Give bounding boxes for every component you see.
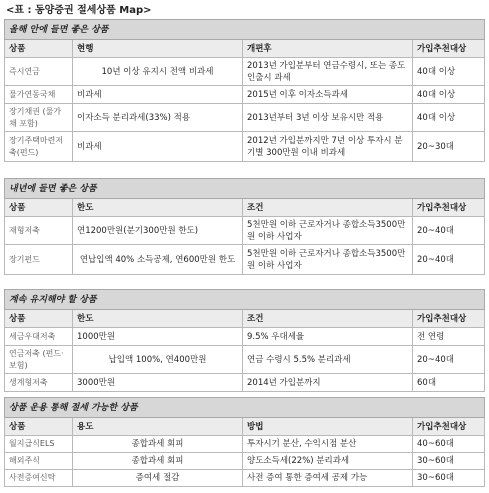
- section-heading: 상품 운용 통해 절세 가능한 상품: [5, 398, 485, 418]
- column-header: 현행: [73, 40, 243, 58]
- condition-cell: 5천만원 이하 근로자거나 종합소득3500만원 이하 사업자: [243, 245, 413, 275]
- section-heading: 계속 유지해야 할 상품: [5, 290, 485, 310]
- target-cell: 전 연령: [413, 328, 485, 346]
- table-header-row: [5, 418, 485, 436]
- table-row: [5, 436, 485, 453]
- column-header: 한도: [73, 310, 243, 328]
- target-cell: 40~60대: [413, 436, 485, 453]
- target-cell: 20~40대: [413, 245, 485, 275]
- column-header: 상품: [5, 418, 73, 436]
- product-cell: 월지급식ELS: [5, 436, 73, 453]
- table-row: [5, 453, 485, 470]
- target-cell: 20~40대: [413, 217, 485, 245]
- product-cell: 세금우대저축: [5, 328, 73, 346]
- table-row: [5, 58, 485, 86]
- table-header-row: [5, 310, 485, 328]
- section-table-1: [4, 19, 485, 162]
- condition-cell: 5천만원 이하 근로자거나 종합소득3500만원 이하 사업자: [243, 217, 413, 245]
- purpose-cell: 증여세 절감: [73, 470, 243, 487]
- column-header: 용도: [73, 418, 243, 436]
- target-cell: 20~40대: [413, 346, 485, 374]
- method-cell: 투자시기 분산, 수익시점 분산: [243, 436, 413, 453]
- limit-cell: 납입액 100%, 연400만원: [73, 346, 243, 374]
- target-cell: 30~60대: [413, 470, 485, 487]
- product-cell: 장기펀드: [5, 245, 73, 275]
- table-row: [5, 470, 485, 487]
- method-cell: 양도소득세(22%) 분리과세: [243, 453, 413, 470]
- section-table-3: [4, 289, 485, 392]
- current-cell: 비과세: [73, 86, 243, 104]
- table-row: [5, 328, 485, 346]
- target-cell: 40대 이상: [413, 86, 485, 104]
- product-cell: 해외주식: [5, 453, 73, 470]
- section-table-4: [4, 397, 485, 487]
- product-cell: 물가연동국채: [5, 86, 73, 104]
- column-header: 개편후: [243, 40, 413, 58]
- table-row: [5, 245, 485, 275]
- current-cell: 비과세: [73, 132, 243, 162]
- product-cell: 장기채권 (물가채 포함): [5, 104, 73, 132]
- product-cell: 즉시연금: [5, 58, 73, 86]
- table-row: [5, 374, 485, 392]
- table-header-row: [5, 199, 485, 217]
- product-cell: 사전증여신탁: [5, 470, 73, 487]
- limit-cell: 연1200만원(분기300만원 한도): [73, 217, 243, 245]
- product-cell: 장기주택마련저축(펀드): [5, 132, 73, 162]
- table-row: [5, 132, 485, 162]
- product-cell: 생계형저축: [5, 374, 73, 392]
- target-cell: 30~60대: [413, 453, 485, 470]
- target-cell: 40대 이상: [413, 104, 485, 132]
- column-header: 가입추천대상: [413, 199, 485, 217]
- current-cell: 이자소득 분리과세(33%) 적용: [73, 104, 243, 132]
- column-header: 조건: [243, 310, 413, 328]
- column-header: 상품: [5, 310, 73, 328]
- product-cell: 연금저축 (펀드·보험): [5, 346, 73, 374]
- condition-cell: 2014년 가입분까지: [243, 374, 413, 392]
- method-cell: 사전 증여 통한 증여세 공제 가능: [243, 470, 413, 487]
- column-header: 상품: [5, 199, 73, 217]
- table-row: [5, 104, 485, 132]
- condition-cell: 연금 수령시 5.5% 분리과세: [243, 346, 413, 374]
- product-cell: 재형저축: [5, 217, 73, 245]
- reform-cell: 2013년 가입분부터 연금수령시, 또는 종도인출시 과세: [243, 58, 413, 86]
- current-cell: 10년 이상 유지시 전액 비과세: [73, 58, 243, 86]
- target-cell: 20~30대: [413, 132, 485, 162]
- column-header: 상품: [5, 40, 73, 58]
- limit-cell: 1000만원: [73, 328, 243, 346]
- table-row: [5, 86, 485, 104]
- section-table-2: [4, 178, 485, 275]
- table-title: <표 : 동양증권 절세상품 Map>: [6, 5, 152, 16]
- column-header: 가입추천대상: [413, 40, 485, 58]
- column-header: 조건: [243, 199, 413, 217]
- purpose-cell: 종합과세 회피: [73, 453, 243, 470]
- table-row: [5, 217, 485, 245]
- column-header: 방법: [243, 418, 413, 436]
- purpose-cell: 종합과세 회피: [73, 436, 243, 453]
- condition-cell: 9.5% 우대세율: [243, 328, 413, 346]
- reform-cell: 2012년 가입분까지만 7년 이상 투자시 분기별 300만원 이내 비과세: [243, 132, 413, 162]
- column-header: 가입추천대상: [413, 418, 485, 436]
- column-header: 가입추천대상: [413, 310, 485, 328]
- target-cell: 40대 이상: [413, 58, 485, 86]
- section-heading: 올해 안에 들면 좋은 상품: [5, 20, 485, 40]
- reform-cell: 2015년 이후 이자소득과세: [243, 86, 413, 104]
- column-header: 한도: [73, 199, 243, 217]
- table-row: [5, 346, 485, 374]
- reform-cell: 2013년부터 3년 이상 보유시만 적용: [243, 104, 413, 132]
- target-cell: 60대: [413, 374, 485, 392]
- table-header-row: [5, 40, 485, 58]
- limit-cell: 연납입액 40% 소득공제, 연600만원 한도: [73, 245, 243, 275]
- limit-cell: 3000만원: [73, 374, 243, 392]
- section-heading: 내년에 들면 좋은 상품: [5, 179, 485, 199]
